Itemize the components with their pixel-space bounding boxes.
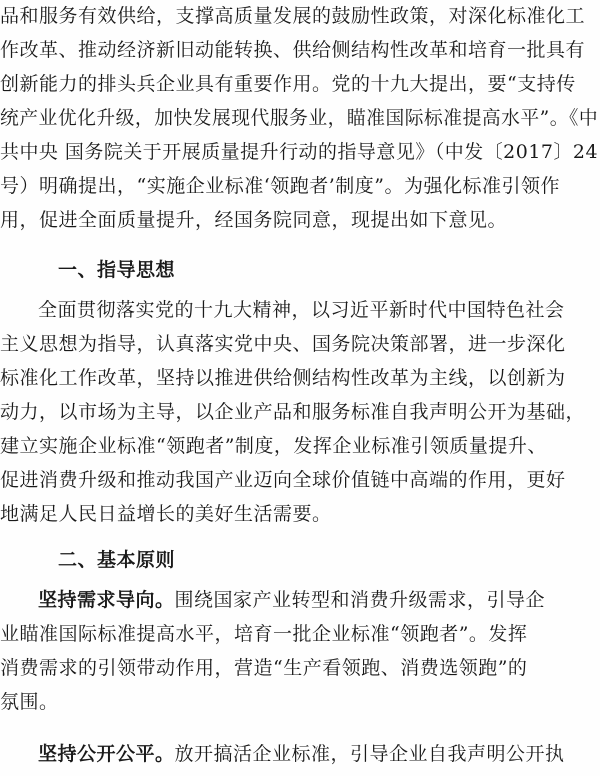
section1-line-2: 主义思想为指导，认真落实党中央、国务院决策部署，进一步深化 — [0, 333, 566, 355]
principle1-line-2: 业瞄准国际标准提高水平，培育一批企业标准“领跑者”。发挥 — [0, 623, 528, 645]
section1-line-6: 促进消费升级和推动我国产业迈向全球价值链中高端的作用，更好 — [0, 469, 566, 491]
section1-line-4: 动力，以市场为主导，以企业产品和服务标准自我声明公开为基础， — [0, 401, 586, 423]
intro-line-4: 统产业优化升级，加快发展现代服务业，瞄准国际标准提高水平”。《中 — [0, 107, 599, 129]
principle2-first-line — [38, 740, 565, 768]
principle1-title: 坚持需求导向。 — [38, 589, 175, 611]
section1-line-1: 全面贯彻落实党的十九大精神，以习近平新时代中国特色社会 — [38, 299, 565, 321]
principle2-title: 坚持公开公平。 — [38, 743, 175, 765]
intro-line-7: 用，促进全面质量提升，经国务院同意，现提出如下意见。 — [0, 209, 508, 231]
section1-line-7: 地满足人民日益增长的美好生活需要。 — [0, 503, 332, 525]
principle2-first-line-text: 放开搞活企业标准，引导企业自我声明公开执 — [174, 743, 565, 765]
intro-line-6: 号）明确提出，“实施企业标准‘领跑者’制度”。为强化标准引领作 — [0, 175, 561, 197]
intro-line-5: 共中央 国务院关于开展质量提升行动的指导意见》（中发〔2017〕24 — [0, 141, 599, 163]
principle1-line-3: 消费需求的引领带动作用，营造“生产看领跑、消费选领跑”的 — [0, 657, 528, 679]
section-heading-guiding-ideology: 一、指导思想 — [58, 259, 176, 281]
intro-line-2: 作改革、推动经济新旧动能转换、供给侧结构性改革和培育一批具有 — [0, 39, 586, 61]
section1-line-5: 建立实施企业标准“领跑者”制度，发挥企业标准引领质量提升、 — [0, 435, 547, 457]
section-heading-basic-principles: 二、基本原则 — [58, 549, 176, 571]
principle1-first-line — [38, 586, 545, 614]
intro-line-1: 品和服务有效供给，支撑高质量发展的鼓励性政策，对深化标准化工 — [0, 5, 586, 27]
intro-line-3: 创新能力的排头兵企业具有重要作用。党的十九大提出，要“支持传 — [0, 73, 576, 95]
principle1-first-line-text: 围绕国家产业转型和消费升级需求，引导企 — [174, 589, 546, 611]
section1-line-3: 标准化工作改革，坚持以推进供给侧结构性改革为主线，以创新为 — [0, 367, 566, 389]
principle1-line-4: 氛围。 — [0, 691, 59, 713]
